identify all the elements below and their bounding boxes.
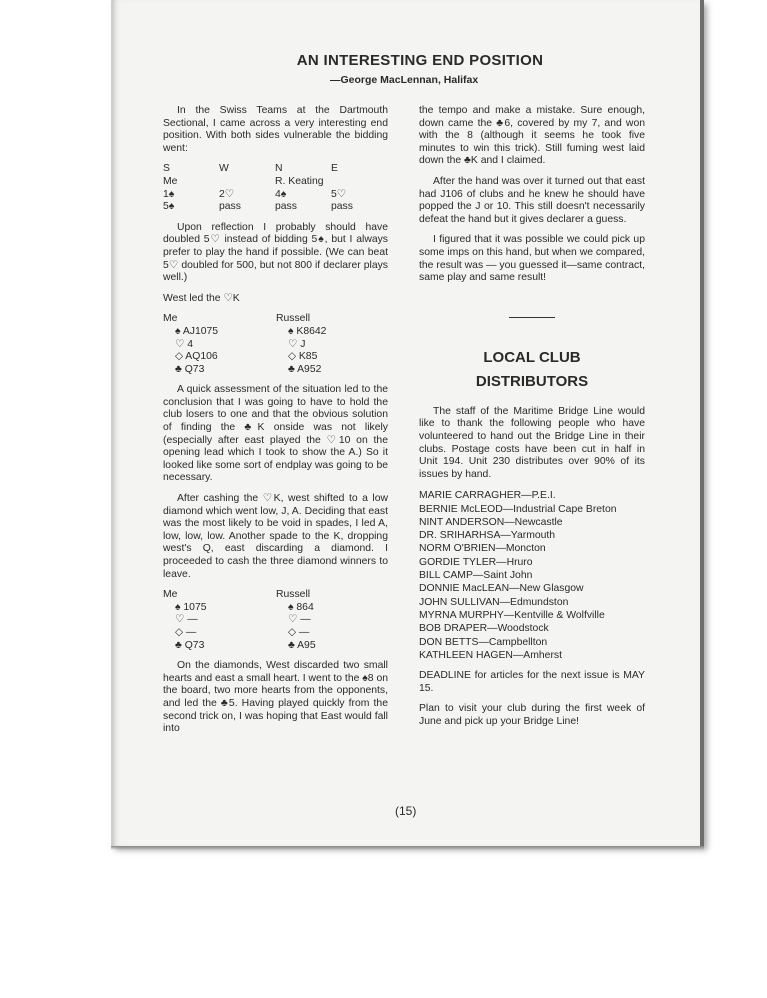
section-divider <box>509 317 555 318</box>
bidding-row <box>163 201 388 214</box>
hand-cell: ♡ 4 <box>175 338 193 350</box>
hand-left-header: Me <box>163 589 178 601</box>
distributors-intro: The staff of the Maritime Bridge Line would like to thank the following people who have volunteered to hand out the Bridge Line in their clubs. Postage costs have been cut in half in Unit 194. Unit 230 distributes over 90% of its issues by hand. <box>419 405 645 480</box>
deadline-notice: DEADLINE for articles for the next issue is MAY 15. <box>419 670 645 694</box>
list-item: NORM O'BRIEN—Moncton <box>419 543 546 555</box>
bidding-row <box>163 176 388 189</box>
hand-header <box>163 589 388 602</box>
page-edge-shadow <box>700 0 704 846</box>
bid-cell: W <box>219 163 229 175</box>
distributors-list <box>419 489 645 662</box>
bid-cell: E <box>331 163 338 175</box>
bid-cell: 1♠ <box>163 188 175 200</box>
list-item: KATHLEEN HAGEN—Amherst <box>419 649 562 661</box>
hand-row <box>163 602 388 615</box>
list-item: BOB DRAPER—Woodstock <box>419 623 549 635</box>
on-diamonds-paragraph: On the diamonds, West discarded two small hearts and east a small heart. I went to the ♠8 on the board, two more hearts from the opponents, and led the ♣5. Having played quickly from the second trick on, I was hoping that East would fall into <box>163 660 389 735</box>
list-item: DON BETTS—Campbellton <box>419 636 548 648</box>
bid-cell: pass <box>275 201 297 213</box>
list-item: DONNIE MacLEAN—New Glasgow <box>419 583 584 595</box>
article-byline: —George MacLennan, Halifax <box>330 74 479 86</box>
hand-row <box>163 351 388 364</box>
list-item: MARIE CARRAGHER—P.E.I. <box>419 490 556 502</box>
hand-right-header: Russell <box>276 313 311 325</box>
hand-cell: ♡ J <box>288 338 306 350</box>
hand-right-header: Russell <box>276 589 311 601</box>
hand-cell: ♣ A95 <box>288 639 316 651</box>
hand-cell: ♡ — <box>288 614 311 626</box>
hand-left-header: Me <box>163 313 178 325</box>
hand-cell: ♠ AJ1075 <box>175 325 219 337</box>
hand-cell: ◇ AQ106 <box>175 351 218 363</box>
hand-cell: ◇ — <box>175 626 197 638</box>
bid-cell: 4♠ <box>275 188 287 200</box>
intro-paragraph: In the Swiss Teams at the Dartmouth Sectional, I came across a very interesting end position. With both sides vulnerable the bidding went: <box>163 105 388 154</box>
hand-diagram-1 <box>163 313 388 376</box>
bidding-table <box>163 163 388 213</box>
hand-diagram-2 <box>163 589 388 652</box>
left-column <box>163 105 388 744</box>
bid-cell: R. Keating <box>275 175 324 187</box>
after-hand-paragraph: After the hand was over it turned out that east had J106 of clubs and he knew he should have popped the J or 10. This still doesn't necessarily defeat the hand but it gives declarer a guess. <box>419 175 645 225</box>
list-item: DR. SRIHARHSA—Yarmouth <box>419 530 556 542</box>
bid-cell: 2♡ <box>219 188 235 200</box>
page-bottom-shadow <box>111 846 704 850</box>
hand-cell: ◇ — <box>288 626 310 638</box>
hand-cell: ♠ K8642 <box>288 325 327 337</box>
article-title: AN INTERESTING END POSITION <box>296 52 544 69</box>
plan-notice: Plan to visit your club during the first week of June and pick up your Bridge Line! <box>419 703 645 727</box>
hand-row <box>163 640 388 653</box>
bidding-row <box>163 189 388 202</box>
list-item: JOHN SULLIVAN—Edmundston <box>419 596 569 608</box>
figured-paragraph: I figured that it was possible we could pick up some imps on this hand, but when we compared, the result was — you guessed it—same contract, same play and same result! <box>419 234 645 284</box>
bid-cell: S <box>163 163 170 175</box>
hand-row <box>163 627 388 640</box>
reflection-paragraph: Upon reflection I probably should have doubled 5♡ instead of bidding 5♠, but I always prefer to play the hand if possible. (We can beat 5♡ doubled for 500, but not 800 if declarer plays well.) <box>163 221 388 284</box>
hand-row <box>163 364 388 377</box>
bid-cell: Me <box>163 175 178 187</box>
list-item: NINT ANDERSON—Newcastle <box>419 516 563 528</box>
list-item: MYRNA MURPHY—Kentville & Wolfville <box>419 609 605 621</box>
list-item: GORDIE TYLER—Hruro <box>419 556 533 568</box>
after-cashing-paragraph: After cashing the ♡K, west shifted to a low diamond which went low, J, A. Deciding that east was the most likely to be void in spades, I led A, low, low, low. Another spade to the K, dropping west's Q, east discarding a diamond. I proceeded to cash the three diamond winners to leave. <box>163 493 388 580</box>
hand-header <box>163 313 388 326</box>
hand-cell: ♠ 1075 <box>175 601 207 613</box>
hand-cell: ♡ — <box>175 614 198 626</box>
list-item: BILL CAMP—Saint John <box>419 570 533 582</box>
page-number: (15) <box>395 804 417 818</box>
continuation-paragraph: the tempo and make a mistake. Sure enough, down came the ♣6, covered by my 7, and won with the 8 (although it seems he took five minutes to win this trick). Still fuming west laid down the ♣K and I claimed. <box>419 105 645 167</box>
hand-cell: ♣ Q73 <box>175 363 205 375</box>
hand-cell: ♣ Q73 <box>175 639 205 651</box>
distributors-title-line1: LOCAL CLUB <box>483 348 581 366</box>
bid-cell: pass <box>331 201 353 213</box>
hand-cell: ♠ 864 <box>288 601 314 613</box>
hand-row <box>163 614 388 627</box>
bidding-row <box>163 163 388 176</box>
hand-row <box>163 326 388 339</box>
bid-cell <box>219 176 275 189</box>
hand-row <box>163 339 388 352</box>
assessment-paragraph: A quick assessment of the situation led to the conclusion that I was going to have to hold the club losers to one and that the obvious solution of finding the ♣K onside was not likely (especially after east played the ♡10 on the opening lead which I took to show the A.) So it looked like some sort of endplay was going to be necessary. <box>163 384 388 484</box>
list-item: BERNIE McLEOD—Industrial Cape Breton <box>419 503 617 515</box>
bid-cell: 5♠ <box>163 201 175 213</box>
bid-cell: pass <box>219 201 241 213</box>
distributors-title-line2: DISTRIBUTORS <box>475 372 589 390</box>
lead-line: West led the ♡K <box>163 292 240 304</box>
bid-cell: 5♡ <box>331 188 347 200</box>
hand-cell: ◇ K85 <box>288 351 318 363</box>
right-column <box>419 105 645 737</box>
hand-cell: ♣ A952 <box>288 363 322 375</box>
bid-cell: N <box>275 163 283 175</box>
